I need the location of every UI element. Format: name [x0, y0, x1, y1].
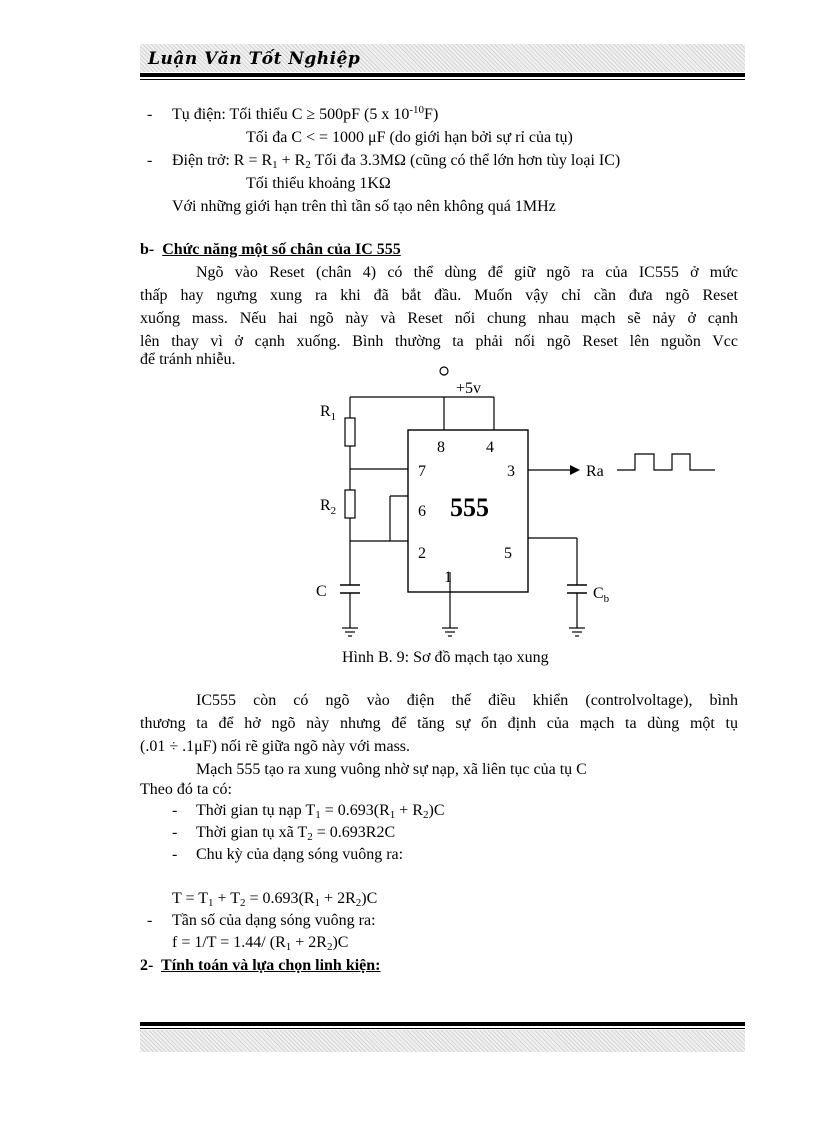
- r1-label: $R_1$: [320, 403, 337, 423]
- section-b-heading: b- Chức năng một số chân của IC 555: [140, 241, 401, 258]
- period-label: Chu kỳ của dạng sóng vuông ra:: [196, 846, 404, 863]
- supply-terminal: [440, 367, 448, 375]
- para2-line: thương ta để hở ngõ này nhưng để tăng sự ổn định của mạch ta dùng một tụ: [140, 715, 738, 732]
- r2-label: $R_2$: [320, 497, 337, 517]
- para4-line: Theo đó ta có:: [140, 781, 232, 798]
- frequency-formula: f = 1/T = 1.44/ $(R_1 + 2R_2)C$: [172, 934, 349, 953]
- header-rule-thin: [140, 79, 745, 80]
- circuit-diagram: [290, 360, 730, 670]
- section-b-para-line: để tránh nhiễu.: [140, 351, 236, 368]
- charge-time-formula: Thời gian tụ nạp $T_1 = 0.693(R_1 + R_2)C$: [196, 802, 445, 821]
- square-wave: [617, 454, 715, 470]
- r1-resistor: [345, 418, 355, 446]
- frequency-label: Tần số của dạng sóng vuông ra:: [172, 912, 376, 929]
- bullet: -: [172, 824, 178, 841]
- res-limit-line: Điện trở: $R = R_1 + R_2$ Tối đa 3.3MΩ (cũng có thể lớn hơn tùy loại IC): [172, 152, 621, 171]
- supply-label: +5v: [456, 380, 482, 397]
- para2-line: (.01 ÷ .1μF) nối rẽ giữa ngõ này với mass.: [140, 738, 411, 755]
- cap-max-line: Tối đa C < = 1000 μF (do giới hạn bởi sự rỉ của tụ): [246, 129, 573, 146]
- page-header-title: Luận Văn Tốt Nghiệp: [148, 49, 361, 69]
- footer-rule: [140, 1022, 745, 1026]
- pin-5-label: 5: [504, 545, 512, 562]
- section-b-para-line: thấp hay ngưng xung ra khi đã bắt đầu. Muốn vậy chỉ cần đưa ngõ Reset: [140, 287, 738, 304]
- para3-line: Mạch 555 tạo ra xung vuông nhờ sự nạp, xã liên tục của tụ C: [196, 761, 587, 778]
- section-b-para-line: lên thay vì ở cạnh xuống. Bình thường ta phải nối ngõ Reset lên nguồn Vcc: [140, 333, 738, 350]
- footer-band: [140, 1030, 745, 1052]
- section-b-para-line: xuống mass. Nếu hai ngõ này và Reset nối chung nhau mạch sẽ nảy ở cạnh: [140, 310, 738, 327]
- pin-4-label: 4: [486, 439, 494, 456]
- pin-7-label: 7: [418, 463, 426, 480]
- res-min-line: Tối thiểu khoảng 1KΩ: [246, 175, 391, 192]
- pin-3-label: 3: [507, 463, 515, 480]
- output-arrow-icon: [570, 465, 580, 475]
- pin-8-label: 8: [437, 439, 445, 456]
- header-rule: [140, 73, 745, 77]
- footer-rule-thin: [140, 1028, 745, 1029]
- pin-1-label: 1: [444, 569, 452, 586]
- pin-2-label: 2: [418, 545, 426, 562]
- cb-label: $C_b$: [593, 585, 610, 605]
- c-label: C: [316, 583, 327, 600]
- pin-6-label: 6: [418, 503, 426, 520]
- para2-line: IC555 còn có ngõ vào điện thế điều khiển (controlvoltage), bình: [196, 692, 738, 709]
- r2-resistor: [345, 490, 355, 518]
- figure-caption: Hình B. 9: Sơ đồ mạch tạo xung: [342, 649, 549, 666]
- bullet: -: [147, 152, 153, 169]
- bullet: -: [172, 846, 178, 863]
- freq-note-line: Với những giới hạn trên thì tần số tạo nên không quá 1MHz: [172, 198, 556, 215]
- bullet: -: [147, 106, 153, 123]
- bullet: -: [147, 912, 153, 929]
- discharge-time-formula: Thời gian tụ xã $T_2 = 0.693R2C$: [196, 824, 396, 843]
- section-2-heading: 2- Tính toán và lựa chọn linh kiện:: [140, 957, 381, 974]
- output-label: Ra: [586, 463, 604, 480]
- ic-label: 555: [450, 493, 489, 522]
- period-formula: $T = T_1 + T_2 = 0.693(R_1 + 2R_2)C$: [172, 890, 378, 909]
- bullet: -: [172, 802, 178, 819]
- cap-limit-line: Tụ điện: Tối thiểu C ≥ 500pF (5 x $10^{-10}F$): [172, 104, 439, 123]
- section-b-para-line: Ngõ vào Reset (chân 4) có thể dùng để giữ ngõ ra của IC555 ở mức: [196, 264, 738, 281]
